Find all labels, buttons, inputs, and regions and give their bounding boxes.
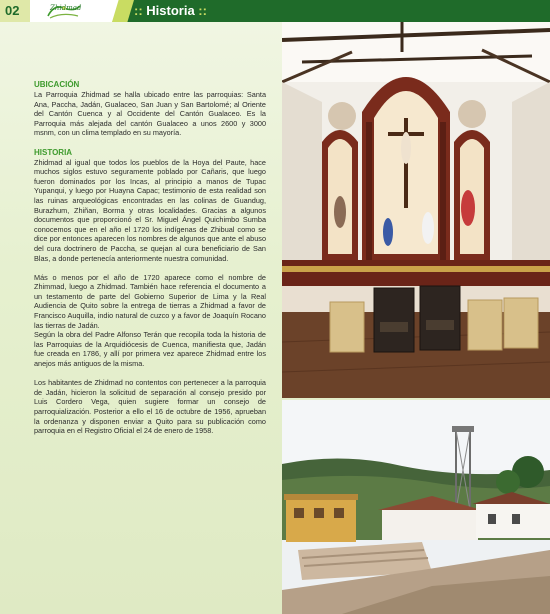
village-photo: [282, 400, 550, 614]
title-suffix-dots: ::: [194, 3, 207, 18]
village-image: [282, 400, 550, 614]
historia-paragraph-4: Los habitantes de Zhidmad no contentos con pertenecer a la parroquia de Jadán, hicieron la solicitud de separación al consejo presido por Luis Cordero Vega, quien sugiere formar un consejo de parroquialización. Posterior a ello el 16 de octubre de 1956, aprueban la ordenanza y disponen enviar a Quito para su publicación como parroquia en el Registro Oficial el 24 de enero de 1958.: [34, 378, 266, 436]
section-heading-ubicacion: UBICACIÓN: [34, 80, 80, 89]
ubicacion-paragraph: La Parroquia Zhidmad se halla ubicado entre las parroquias: Santa Ana, Paccha, Jadán, Gualaceo, San Juan y San Bartolomé; al Oriente del Cantón Cuenca y al Occidente del Cantón Gualaceo. Es la Parroquia más alejada del cantón Gualaceo a unos 2600 y 3000 msnm, con un clima templado en su mayoría.: [34, 90, 266, 138]
header-bar: [0, 0, 550, 22]
historia-paragraph-3: Según la obra del Padre Alfonso Terán que recopila toda la historia de las Parroquias de la Arquidiócesis de Cuenca, manifiesta que, Jadán fue creada en 1786, y allí por primera vez aparece Zhidmad entre los anejos más antiguos de la misma.: [34, 330, 266, 369]
page-number: 02: [0, 0, 34, 22]
historia-paragraph-1: Zhidmad al igual que todos los pueblos de la Hoya del Paute, hace muchos siglos estuvo seguramente poblado por Cañaris, que luego fueron dominados por los Incas, al principio a manos de Tupac Yupanqui, y luego por Huayna Capac; testimonio de esta realidad son las ruinas arqueológicas encontradas en las colinas de Guandug, Burazhum, Zhiñan, Borma y otras localidades. Gracias a algunos documentos que proporcionó el Sr. Miguel Ángel Quichimbo Sumba conocemos que en el año el 1720 los indígenas de Zhibual como se dice por entonces aparecen los nombres de algunos que ante el abuso del cura doctrinero de Paccha, se quejan al cura beneficiario de San Blas, a donde pertenecía anteriormente nuestra comunidad.: [34, 157, 266, 263]
title-text: Historia: [146, 3, 195, 18]
historia-paragraph-2: Más o menos por el año de 1720 aparece como el nombre de Zhimmad, luego a Zhidmad. También hace referencia el documento a un testamento de parte del Gobierno Superior de Lima y la Real Audiencia de Quito sobre la entrega de tierras a Zhidmad a favor de Francisco Auquilla, indio natural de cuzco y a favor de Joaquín Rocano las tierras de Jadán.: [34, 272, 266, 330]
text-column: [34, 80, 266, 445]
logo-text: Zhidmad: [50, 4, 82, 12]
church-interior-photo: [282, 22, 550, 398]
section-heading-historia: HISTORIA: [34, 147, 73, 157]
church-interior-image: [282, 22, 550, 398]
page-title: [134, 0, 207, 22]
title-prefix-dots: ::: [134, 3, 147, 18]
